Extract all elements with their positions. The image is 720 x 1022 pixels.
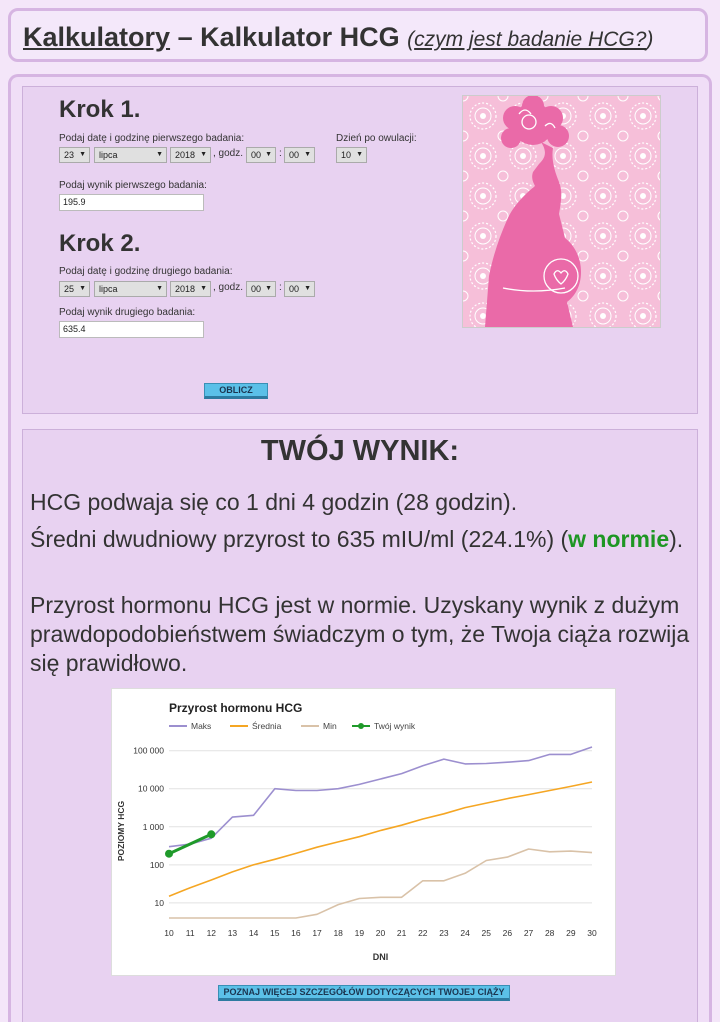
step1-result-input[interactable]: 195.9 [59,194,204,211]
step2-month-value: lipca [99,284,118,294]
chart-title: Przyrost hormonu HCG [169,701,303,715]
x-tick-label: 29 [566,928,576,938]
x-tick-label: 22 [418,928,428,938]
step1-month-select[interactable] [94,147,167,163]
x-tick-label: 18 [333,928,343,938]
x-tick-label: 16 [291,928,301,938]
status-normal: w normie [568,526,670,552]
chevron-down-icon: ▼ [200,285,207,292]
x-tick-label: 26 [502,928,513,938]
x-axis-label: DNI [372,952,389,962]
paren-open: ( [407,28,415,51]
legend-marker-3 [358,723,364,729]
calculate-button[interactable]: OBLICZ [204,383,268,399]
hcg-chart [111,688,616,976]
y-axis-label: POZIOMY HCG [116,800,126,862]
legend-label-3: Twój wynik [374,721,416,731]
result-title: TWÓJ WYNIK: [260,435,460,467]
series-line-twoj [169,834,211,853]
chevron-down-icon: ▼ [156,151,163,158]
chevron-down-icon: ▼ [200,151,207,158]
chevron-down-icon: ▼ [304,285,311,292]
legend-label-2: Min [323,721,337,731]
x-tick-label: 25 [481,928,491,938]
step2-year-value: 2018 [175,284,196,294]
chevron-down-icon: ▼ [156,285,163,292]
step2-month-select[interactable] [94,281,167,297]
chevron-down-icon: ▼ [79,285,86,292]
step2-minute-value: 00 [289,284,300,294]
step2-hour-select[interactable] [246,281,276,297]
y-tick-label: 10 000 [138,783,164,794]
y-tick-label: 100 [149,859,164,870]
step2-minute-select[interactable] [284,281,315,297]
step2-year-select[interactable] [170,281,211,297]
hcg-chart-svg [112,689,615,975]
step2-title: Krok 2. [59,230,141,257]
breadcrumb-link-kalkulatory[interactable]: Kalkulatory [23,22,171,52]
step2-result-label: Podaj wynik drugiego badania: [59,307,196,318]
data-point-twoj-wynik [165,850,173,858]
average-increase-suffix: ). [669,526,684,552]
average-increase-prefix: Średni dwudniowy przyrost to 635 mIU/ml (224.1%) ( [30,526,569,552]
x-tick-label: 24 [460,928,470,938]
step1-year-select[interactable] [170,147,211,163]
y-tick-label: 10 [154,897,164,908]
step1-hour-value: 00 [251,150,262,160]
step2-hour-value: 00 [251,284,262,294]
x-tick-label: 28 [544,928,555,938]
time-colon: : [279,148,282,159]
step1-minute-value: 00 [289,150,300,160]
x-tick-label: 21 [396,928,407,938]
x-tick-label: 20 [375,928,386,938]
x-tick-label: 27 [523,928,534,938]
question-wrapper [407,28,653,51]
step1-hour-select[interactable] [246,147,276,163]
dpo-label: Dzień po owulacji: [336,133,417,144]
x-tick-label: 11 [185,928,195,938]
chevron-down-icon: ▼ [356,151,363,158]
page-title [23,22,653,53]
x-tick-label: 14 [248,928,259,938]
page-title-text: – Kalkulator HCG [170,22,408,52]
step1-month-value: lipca [99,150,118,160]
what-is-hcg-link[interactable]: czym jest badanie HCG? [414,28,647,51]
y-tick-label: 100 000 [133,745,164,756]
x-tick-label: 23 [439,928,449,938]
legend-label-1: Średnia [252,721,282,731]
y-tick-label: 1 000 [142,821,164,832]
interpretation-text: Przyrost hormonu HCG jest w normie. Uzyskany wynik z dużym prawdopodobieństwem świadczym o tym, że Twoja ciąża rozwija się prawidłowo. [30,592,690,676]
x-tick-label: 10 [164,928,174,938]
legend-label-0: Maks [191,721,212,731]
chevron-down-icon: ▼ [265,285,272,292]
average-increase-text [30,525,690,554]
step1-year-value: 2018 [175,150,196,160]
step2-day-value: 25 [64,284,75,294]
x-tick-label: 12 [206,928,217,938]
chevron-down-icon: ▼ [304,151,311,158]
time-colon: : [279,282,282,293]
step1-date-label: Podaj datę i godzinę pierwszego badania: [59,133,245,144]
series-line-maks [169,747,592,847]
data-point-twoj-wynik [207,830,215,838]
x-tick-label: 19 [354,928,365,938]
step1-minute-select[interactable] [284,147,315,163]
step1-result-label: Podaj wynik pierwszego badania: [59,180,207,191]
series-line-srednia [169,782,592,896]
page-header [8,8,708,62]
x-tick-label: 15 [270,928,280,938]
chevron-down-icon: ▼ [79,151,86,158]
dpo-select[interactable] [336,147,367,163]
x-tick-label: 17 [312,928,322,938]
step2-date-label: Podaj datę i godzinę drugiego badania: [59,266,233,277]
step2-result-input[interactable]: 635.4 [59,321,204,338]
doubling-time-text: HCG podwaja się co 1 dni 4 godzin (28 godzin). [30,489,518,515]
step1-title: Krok 1. [59,96,141,123]
chevron-down-icon: ▼ [265,151,272,158]
step1-day-select[interactable] [59,147,90,163]
step1-day-value: 23 [64,150,75,160]
x-tick-label: 30 [587,928,597,938]
step1-godz-label: , godz. [213,148,244,159]
dpo-value: 10 [341,150,352,160]
step2-day-select[interactable] [59,281,90,297]
more-details-button[interactable]: POZNAJ WIĘCEJ SZCZEGÓŁÓW DOTYCZĄCYCH TWOJEJ CIĄŻY [218,985,510,1001]
paren-close: ) [646,28,654,51]
x-tick-label: 13 [227,928,238,938]
step2-godz-label: , godz. [213,282,244,293]
series-line-min [169,849,592,918]
pregnant-woman-illustration [462,95,661,328]
